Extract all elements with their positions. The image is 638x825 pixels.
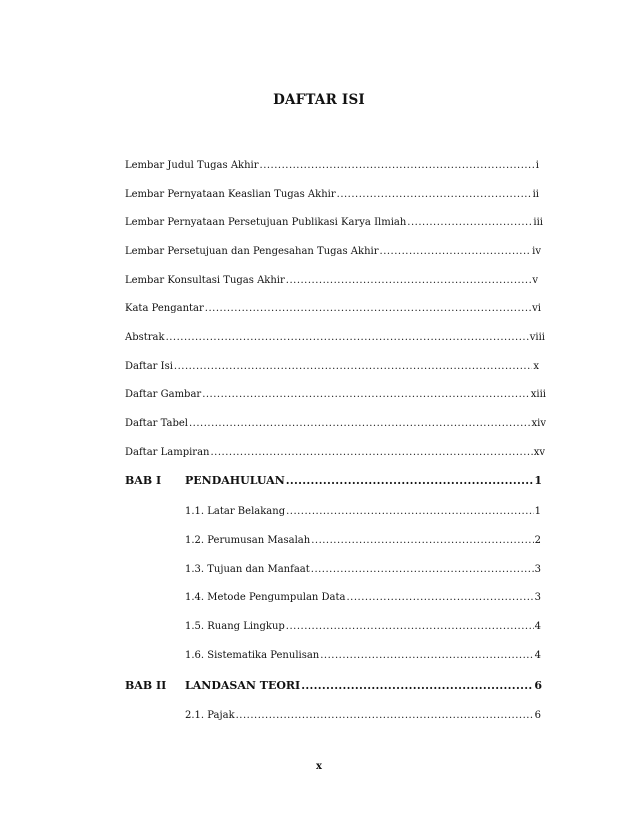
chapter-number: BAB I xyxy=(125,474,162,487)
toc-entry-label: Daftar Isi xyxy=(125,361,173,372)
page-number: x xyxy=(316,761,322,772)
toc-entry-page: xiii xyxy=(530,389,546,400)
toc-chapter-bab-1 xyxy=(125,474,542,488)
dot-leader xyxy=(337,188,532,202)
toc-entry-page: 3 xyxy=(534,564,541,575)
toc-entry-page: x xyxy=(533,361,539,372)
dot-leader xyxy=(301,679,533,693)
toc-entry-label: Lembar Persetujuan dan Pengesahan Tugas Akhir xyxy=(125,246,379,257)
toc-entry-label: 2.1. Pajak xyxy=(185,710,235,721)
dot-leader xyxy=(166,331,529,345)
toc-section-1-4 xyxy=(185,591,541,605)
toc-entry-page: ii xyxy=(532,189,539,200)
toc-section-2-1 xyxy=(185,709,541,723)
toc-entry-label: 1.6. Sistematika Penulisan xyxy=(185,650,320,661)
toc-entry-label: Abstrak xyxy=(125,332,165,343)
dot-leader xyxy=(236,709,534,723)
dot-leader xyxy=(311,534,533,548)
dot-leader xyxy=(380,245,532,259)
dot-leader xyxy=(347,591,534,605)
chapter-title: PENDAHULUAN xyxy=(185,474,285,487)
toc-section-1-5 xyxy=(185,620,541,634)
toc-entry-page: 4 xyxy=(534,621,541,632)
toc-entry-label: Daftar Tabel xyxy=(125,418,188,429)
dot-leader xyxy=(189,417,531,431)
dot-leader xyxy=(260,159,535,173)
toc-entry-daftar-isi xyxy=(125,360,539,374)
toc-entry-label: Daftar Lampiran xyxy=(125,447,210,458)
toc-entry-label: Kata Pengantar xyxy=(125,303,204,314)
dot-leader xyxy=(407,216,532,230)
toc-entry-abstrak xyxy=(125,331,545,345)
toc-entry-page: 3 xyxy=(534,592,541,603)
toc-entry-page: vi xyxy=(532,303,541,314)
dot-leader xyxy=(286,505,534,519)
toc-entry-label: 1.1. Latar Belakang xyxy=(185,506,286,517)
dot-leader xyxy=(211,446,533,460)
toc-entry-pernyataan-keaslian xyxy=(125,188,539,202)
toc-entry-label: Lembar Konsultasi Tugas Akhir xyxy=(125,275,285,286)
toc-entry-label: 1.5. Ruang Lingkup xyxy=(185,621,285,632)
toc-entry-label: Lembar Judul Tugas Akhir xyxy=(125,160,259,171)
chapter-title: LANDASAN TEORI xyxy=(185,679,301,692)
toc-entry-page: iv xyxy=(532,246,541,257)
toc-chapter-bab-2 xyxy=(125,679,542,693)
toc-entry-label: Daftar Gambar xyxy=(125,389,202,400)
toc-section-1-1 xyxy=(185,505,541,519)
toc-entry-page: v xyxy=(532,275,538,286)
dot-leader xyxy=(202,388,530,402)
toc-entry-lembar-judul xyxy=(125,159,539,173)
toc-entry-persetujuan-pengesahan xyxy=(125,245,541,259)
dot-leader xyxy=(286,620,534,634)
toc-entry-konsultasi xyxy=(125,274,538,288)
toc-entry-daftar-gambar xyxy=(125,388,546,402)
dot-leader xyxy=(174,360,532,374)
chapter-page: 1 xyxy=(534,474,542,487)
toc-entry-persetujuan-publikasi xyxy=(125,216,543,230)
toc-entry-page: 2 xyxy=(534,535,541,546)
toc-entry-page: i xyxy=(535,160,539,171)
toc-entry-daftar-lampiran xyxy=(125,446,545,460)
dot-leader xyxy=(286,274,532,288)
toc-entry-page: 1 xyxy=(534,506,541,517)
dot-leader xyxy=(205,302,531,316)
toc-entry-page: viii xyxy=(529,332,545,343)
chapter-page: 6 xyxy=(534,679,542,692)
dot-leader xyxy=(286,474,534,488)
toc-section-1-3 xyxy=(185,563,541,577)
toc-entry-label: 1.3. Tujuan dan Manfaat xyxy=(185,564,310,575)
toc-entry-label: Lembar Pernyataan Keaslian Tugas Akhir xyxy=(125,189,336,200)
dot-leader xyxy=(311,563,534,577)
chapter-number: BAB II xyxy=(125,679,167,692)
toc-section-1-6 xyxy=(185,649,541,663)
toc-section-1-2 xyxy=(185,534,541,548)
toc-entry-kata-pengantar xyxy=(125,302,541,316)
toc-entry-page: iii xyxy=(533,217,543,228)
toc-entry-page: 6 xyxy=(534,710,541,721)
toc-entry-label: 1.4. Metode Pengumpulan Data xyxy=(185,592,346,603)
toc-entry-label: Lembar Pernyataan Persetujuan Publikasi Karya Ilmiah xyxy=(125,217,407,228)
toc-entry-label: 1.2. Perumusan Masalah xyxy=(185,535,311,546)
toc-entry-page: 4 xyxy=(534,650,541,661)
page-title: DAFTAR ISI xyxy=(273,92,365,108)
toc-entry-page: xv xyxy=(533,447,545,458)
toc-entry-daftar-tabel xyxy=(125,417,546,431)
toc-entry-page: xiv xyxy=(531,418,546,429)
dot-leader xyxy=(320,649,533,663)
